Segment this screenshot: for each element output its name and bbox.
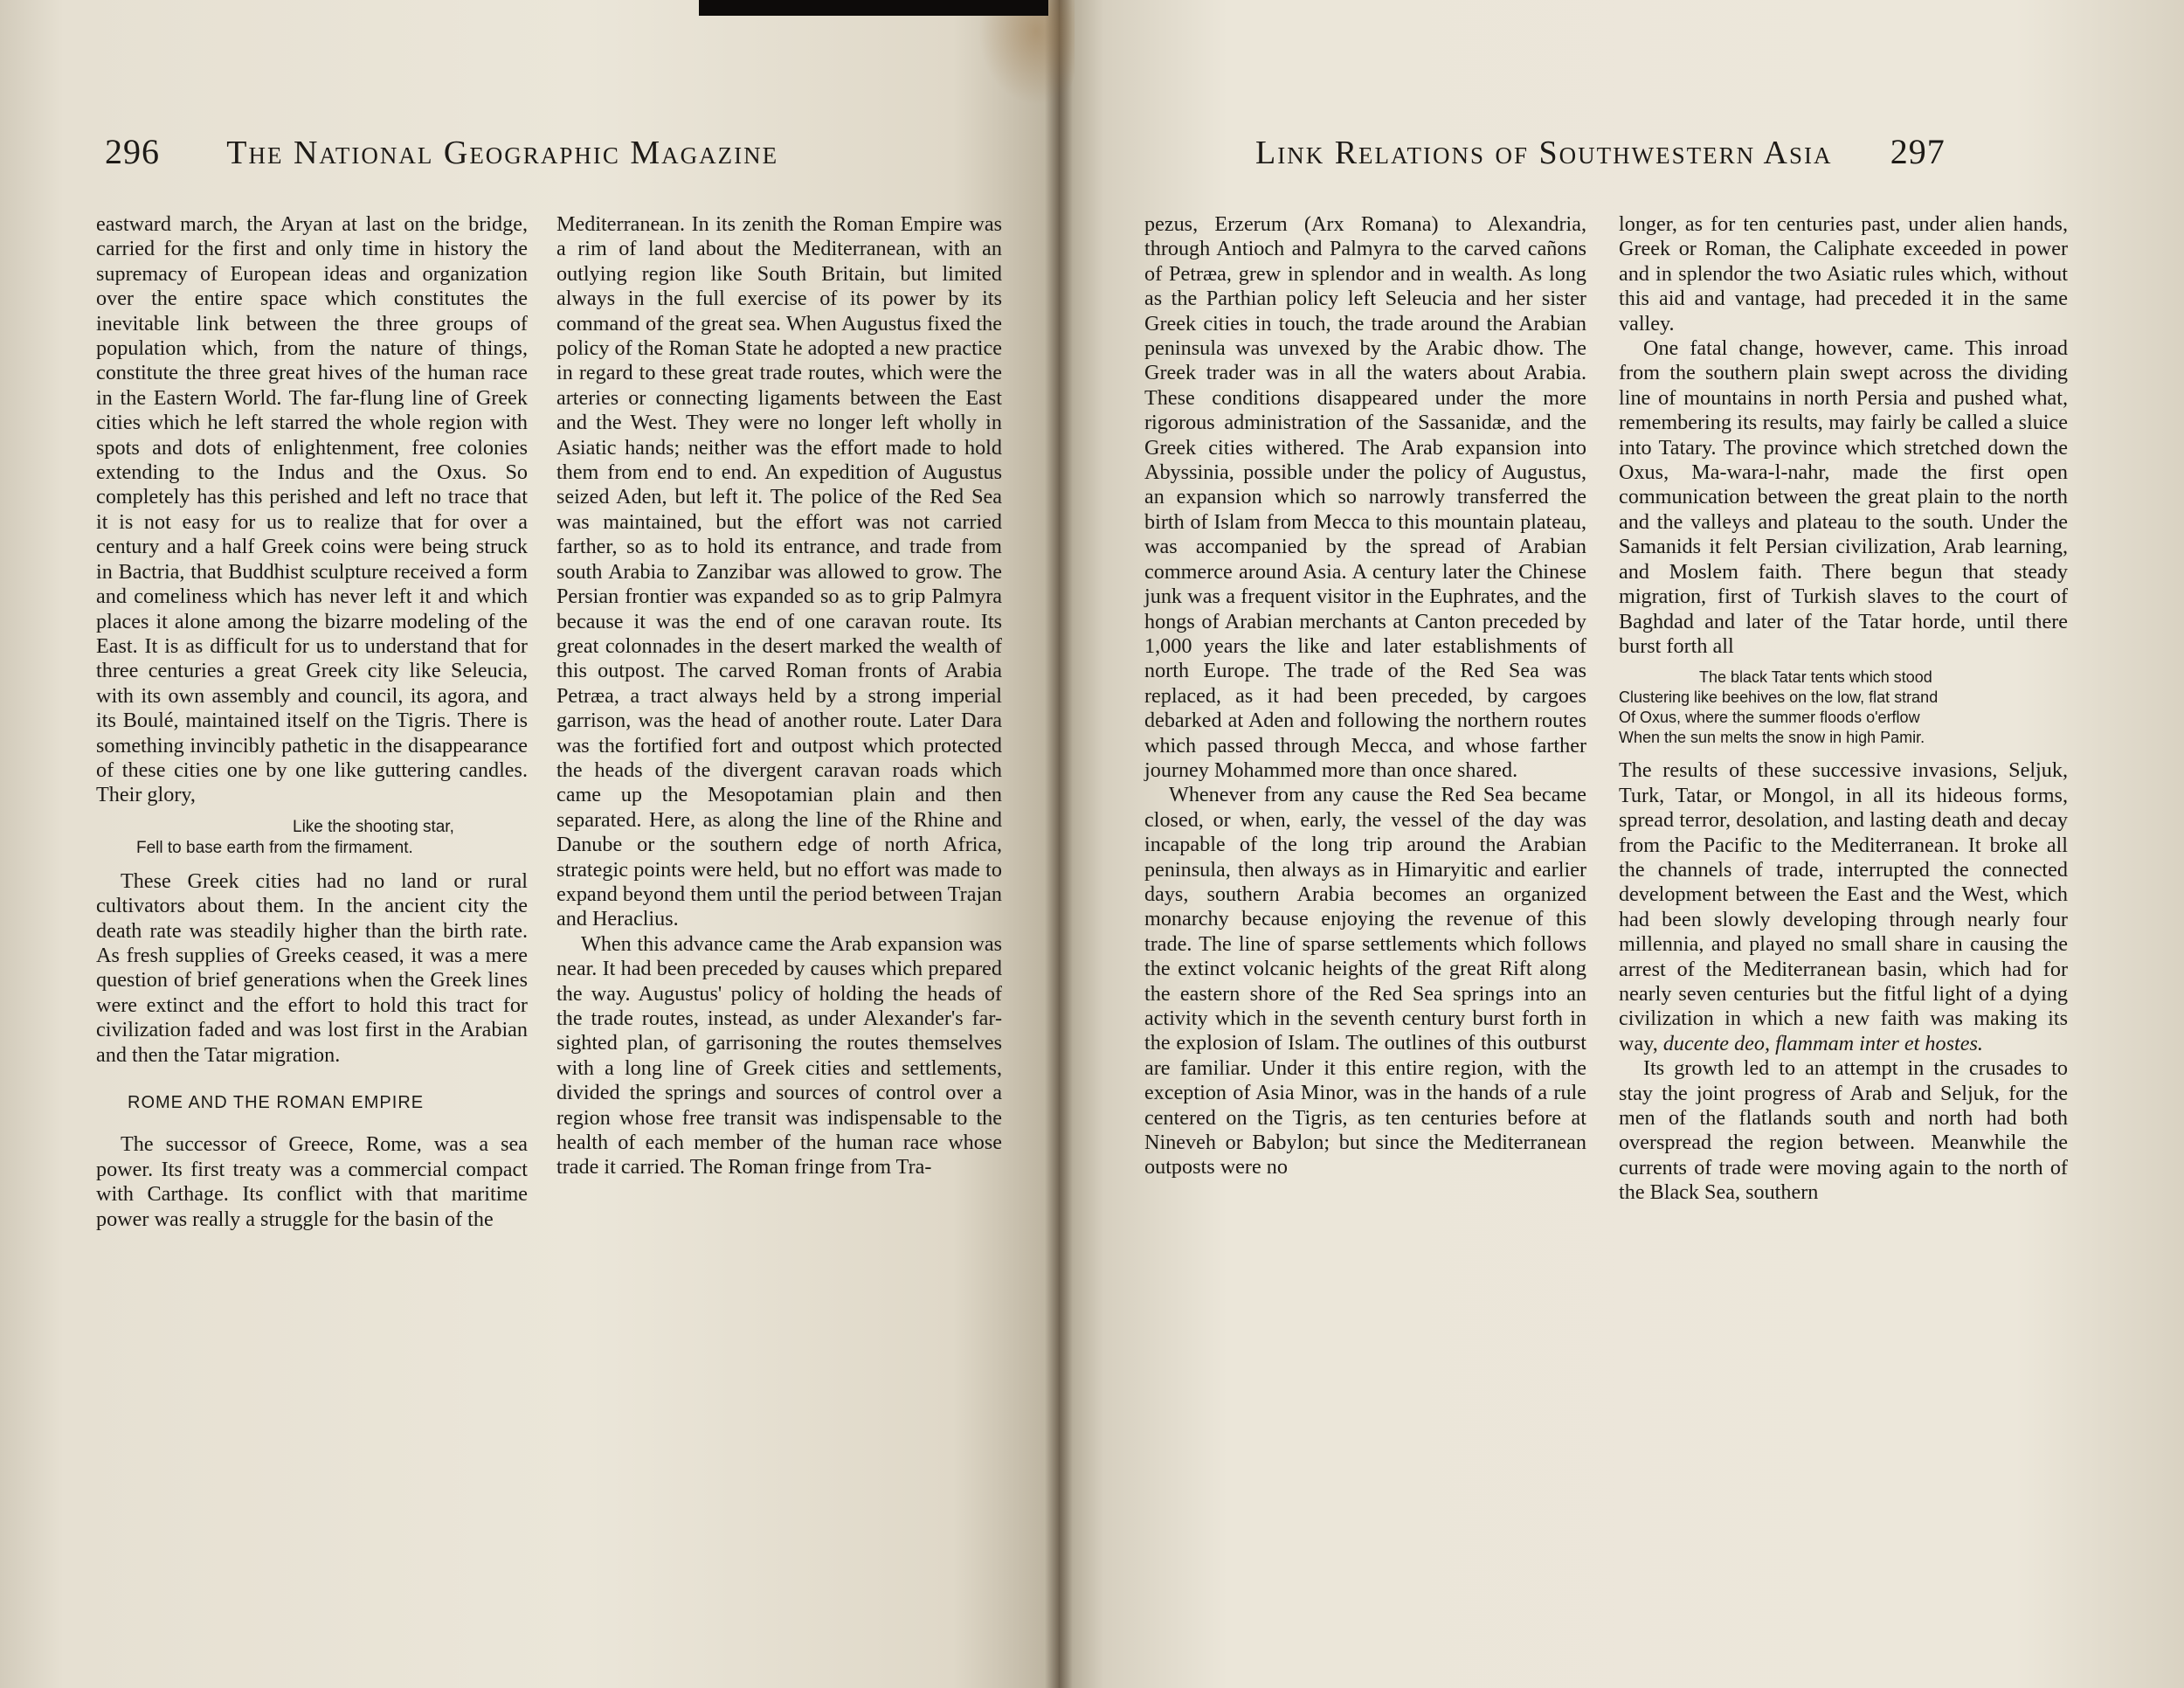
verse-line: When the sun melts the snow in high Pamir. bbox=[1619, 729, 1925, 747]
paragraph bbox=[1619, 758, 2068, 1056]
paragraph: When this advance came the Arab expansion was near. It had been preceded by causes which prepared the way. Augustus' policy of holding the heads of the trade routes, instead, as under Alexander's far-sighted plan, of garrisoning the routes themselves with a long line of Greek cities and settlements, divided the springs and sources of control over a region whose free transit was indispensable to the health of each member of the human race whose trade it carried. The Roman fringe from Tra- bbox=[556, 931, 1002, 1180]
right-page-header bbox=[1255, 131, 1946, 172]
paragraph: Its growth led to an attempt in the crusades to stay the joint progress of Arab and Seljuk, for the men of the flatlands south and north had both overspread the region between. Meanwhile the currents of trade were moving again to the north of the Black Sea, southern bbox=[1619, 1056, 2068, 1205]
paragraph: These Greek cities had no land or rural cultivators about them. In the ancient city the death rate was steadily higher than the birth rate. As fresh supplies of Greeks ceased, it was a mere question of brief generations when the Greek lines were extinct and the effort to hold this tract for civilization faded and was lost first in the Arabian and then the Tatar migration. bbox=[96, 868, 528, 1067]
paragraph-text: The results of these successive invasions, Seljuk, Turk, Tatar, or Mongol, in all its hideous forms, spread terror, desolation, and lasting death and decay from the Pacific to the Mediterranean. It broke all the channels of trade, interrupted the connected development between the East and the West, which had been slowly developing through nearly four millennia, and played no small share in causing the arrest of the Mediterranean basin, which had for nearly seven centuries but the fitful light of a dying civilization in which a new faith was making its way, bbox=[1619, 758, 2068, 1055]
left-column-1 bbox=[96, 212, 528, 1232]
verse-line: Of Oxus, where the summer floods o'erflow bbox=[1619, 709, 1920, 727]
section-heading: ROME AND THE ROMAN EMPIRE bbox=[128, 1093, 425, 1112]
book-gutter bbox=[1045, 0, 1073, 1688]
paragraph: The successor of Greece, Rome, was a sea power. Its first treaty was a commercial compact with Carthage. Its conflict with that maritime power was really a struggle for the basin of the bbox=[96, 1132, 528, 1231]
left-column-2 bbox=[556, 212, 1002, 1180]
scan-edge bbox=[699, 0, 1048, 16]
paragraph: Mediterranean. In its zenith the Roman Empire was a rim of land about the Mediterranean, with an outlying region like South Britain, but limited always in the full exercise of its power by its command of the great sea. When Augustus fixed the policy of the Roman State he adopted a new practice in regard to these great trade routes, which were the arteries or connecting ligaments between the East and the West. They were no longer left wholly in Asiatic hands; neither was the effort made to hold them from end to end. An expedition of Augustus seized Aden, but left it. The police of the Red Sea was maintained, but the effort was not carried farther, so as to hold its entrance, and trade from south Arabia to Zanzibar was allowed to grow. The Persian frontier was expanded so as to grip Palmyra because it was the end of one caravan route. Its great colonnades in the desert marked the wealth of this outpost. The carved Roman fronts of Arabia Petræa, a tract always held by a strong imperial garrison, was the head of another route. Later Dara was the fortified fort and outpost which protected the heads of the divergent caravan roads which came up the Mesopotamian plain and then separated. Here, as along the line of the Rhine and Danube or the southern edge of north Africa, strategic points were held, but no effort was made to expand beyond them until the period between Trajan and Heraclius. bbox=[556, 212, 1002, 931]
verse-quote bbox=[96, 817, 528, 859]
right-page bbox=[1059, 0, 2184, 1688]
paragraph: eastward march, the Aryan at last on the bridge, carried for the first and only time in history the supremacy of European ideas and organization over the entire space which constitutes the inevitable link between the three groups of population which, from the nature of things, constitute the three great hives of the human race in the Eastern World. The far-flung line of Greek cities which he left starred the whole region with spots and dots of enlightenment, free colonies extending to the Indus and the Oxus. So completely has this perished and left no trace that it is not easy for us to realize that for over a century and a half Greek coins were being struck in Bactria, that Buddhist sculpture received a form and comeliness which has never left it and which places it alone among the bizarre modeling of the East. It is as difficult for us to understand that for three centuries a great Greek city like Seleucia, with its own assembly and council, its agora, and its Boulé, maintained itself on the Tigris. There is something invincibly pathetic in the disappearance of these cities one by one like guttering candles. Their glory, bbox=[96, 212, 528, 807]
page-number-left: 296 bbox=[105, 132, 160, 171]
right-column-1 bbox=[1144, 212, 1586, 1180]
verse-line: Clustering like beehives on the low, flat strand bbox=[1619, 688, 1939, 707]
verse-line: Fell to base earth from the firmament. bbox=[136, 838, 413, 857]
left-page bbox=[0, 0, 1059, 1688]
verse-quote bbox=[1619, 668, 2068, 748]
paragraph: pezus, Erzerum (Arx Romana) to Alexandria, through Antioch and Palmyra to the carved cañons of Petræa, grew in splendor and in wealth. As long as the Parthian policy left Seleucia and her sister Greek cities in touch, the trade around the Arabian peninsula was unvexed by the Arabic dhow. The Greek trader was in all the waters about Arabia. These conditions disappeared under the more rigorous administration of the Sassanidæ, and the Greek cities withered. The Arab expansion into Abyssinia, possible under the policy of Augustus, an expansion which so narrowly transferred the birth of Islam from Mecca to this mountain plateau, was accompanied by the spread of Arabian commerce around Asia. A century later the Chinese junk was a frequent visitor in the Euphrates, and the hongs of Arabian merchants at Canton preceded by 1,000 years the like and later establishments of north Europe. The trade of the Red Sea was replaced, as it had been preceded, by cargoes debarked at Aden and following the northern routes which passed through Mecca, and whose farther journey Mohammed more than once shared. bbox=[1144, 212, 1586, 782]
verse-line: Like the shooting star, bbox=[293, 817, 454, 836]
running-head-left: The National Geographic Magazine bbox=[226, 135, 779, 171]
left-page-header bbox=[105, 131, 778, 172]
paragraph: One fatal change, however, came. This inroad from the southern plain swept across the dividing line of mountains in north Persia and pushed what, remembering its results, may fairly be called a sluice into Tatary. The province which stretched down the Oxus, Ma-wara-l-nahr, made the first open communication between the great plain to the north and the valleys and plateau to the south. Under the Samanids it felt Persian civilization, Arab learning, and Moslem faith. There begun that steady migration, first of Turkish slaves to the court of Baghdad and later of the Tatar horde, until there burst forth all bbox=[1619, 336, 2068, 658]
verse-line: The black Tatar tents which stood bbox=[1699, 668, 1932, 687]
running-head-right: Link Relations of Southwestern Asia bbox=[1255, 135, 1833, 171]
right-column-2 bbox=[1619, 212, 2068, 1206]
page-number-right: 297 bbox=[1890, 132, 1946, 171]
paragraph: Whenever from any cause the Red Sea became closed, or when, early, the vessel of the day was incapable of the long trip around the Arabian peninsula, then always as in Himaryitic and earlier days, southern Arabia becomes an organized monarchy because enjoying the revenue of this trade. The line of sparse settlements which follows the extinct volcanic heights of the great Rift along the eastern shore of the Red Sea springs into an activity which in the seventh century burst forth in the explosion of Islam. The outlines of this outburst are familiar. Under it this entire region, with the exception of Asia Minor, was in the hands of a rule centered on the Tigris, as ten centuries before at Nineveh or Babylon; but since the Mediterranean outposts were no bbox=[1144, 783, 1586, 1180]
latin-phrase: ducente deo, flammam inter et hostes. bbox=[1662, 1031, 1983, 1055]
paragraph: longer, as for ten centuries past, under alien hands, Greek or Roman, the Caliphate exceeded in power and in splendor the two Asiatic rules which, without this aid and vantage, had preceded it in the same valley. bbox=[1619, 212, 2068, 336]
